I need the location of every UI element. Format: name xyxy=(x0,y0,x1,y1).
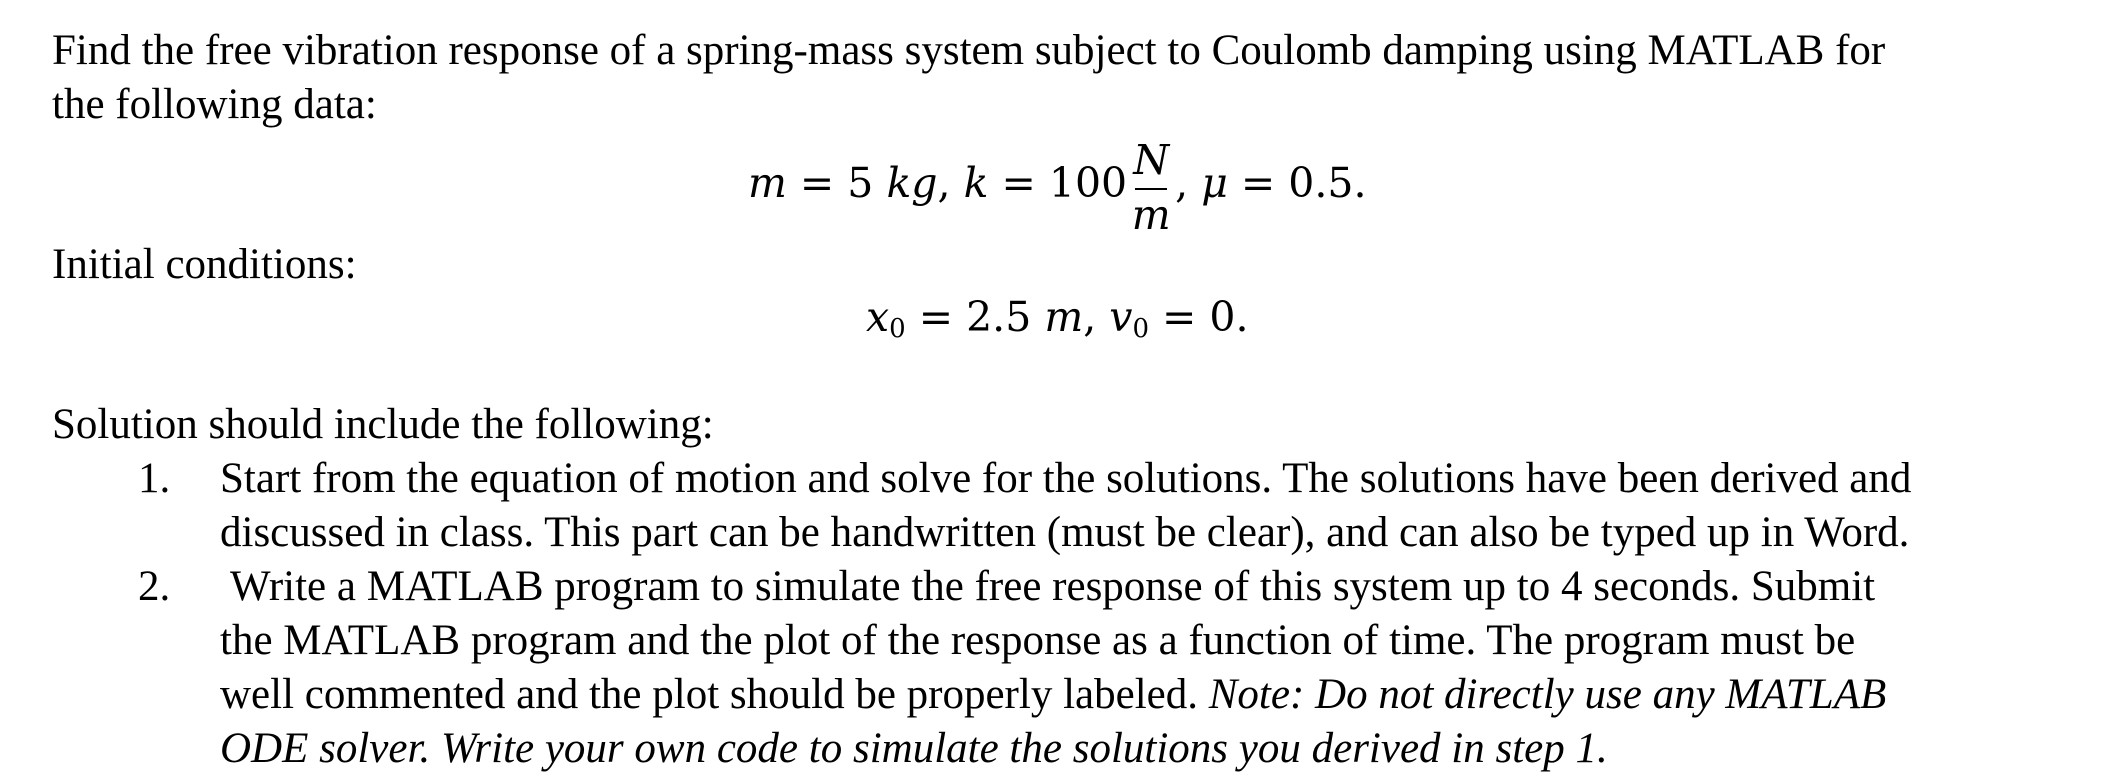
list-item-1-line-1: Start from the equation of motion and solve for the solutions. The solutions have been derived and xyxy=(220,455,1912,502)
intro-line-1: Find the free vibration response of a spring-mass system subject to Coulomb damping using MATLAB for xyxy=(52,27,1886,74)
mass-value: = 5 xyxy=(786,159,887,207)
mass-symbol: m xyxy=(748,159,787,207)
list-item-number: 2. xyxy=(138,563,171,610)
mass-unit: kg xyxy=(886,159,938,207)
stiffness-symbol: k xyxy=(963,159,989,207)
velocity-subscript: 0 xyxy=(1132,314,1150,344)
velocity-symbol: v xyxy=(1109,293,1133,341)
initial-conditions-label: Initial conditions: xyxy=(52,241,357,288)
initial-conditions-equation xyxy=(866,292,1249,343)
intro-line-2: the following data: xyxy=(52,81,377,128)
displacement-symbol: x xyxy=(866,293,890,341)
given-data-equation xyxy=(748,128,1367,238)
note-text: Note: Do not directly use any MATLAB xyxy=(1208,671,1887,718)
displacement-subscript: 0 xyxy=(889,314,906,344)
list-item-2-line-2: the MATLAB program and the plot of the response as a function of time. The program must be xyxy=(220,617,1856,664)
fraction-numerator: N xyxy=(1133,135,1170,184)
velocity-value: = 0. xyxy=(1149,293,1249,341)
solution-intro: Solution should include the following: xyxy=(52,401,714,448)
separator: , xyxy=(1175,159,1202,207)
fraction-denominator: m xyxy=(1131,190,1171,239)
displacement-value: = 2.5 xyxy=(905,293,1045,341)
list-item-number: 1. xyxy=(138,455,171,502)
separator: , xyxy=(1083,293,1110,341)
list-item-2-line-3-plain: well commented and the plot should be properly labeled. xyxy=(220,671,1209,718)
separator: , xyxy=(937,159,964,207)
friction-coefficient-value: = 0.5. xyxy=(1227,159,1367,207)
list-item-2-line-3 xyxy=(220,668,1886,722)
stiffness-value: = 100 xyxy=(988,159,1128,207)
list-item-2-line-4: ODE solver. Write your own code to simulate the solutions you derived in step 1. xyxy=(220,725,1608,772)
friction-coefficient-symbol: μ xyxy=(1201,159,1228,207)
displacement-unit: m xyxy=(1044,293,1084,341)
stiffness-unit-fraction xyxy=(1131,132,1171,242)
list-item-1-line-2: discussed in class. This part can be handwritten (must be clear), and can also be typed up in Word. xyxy=(220,509,1910,556)
list-item-2-line-1: Write a MATLAB program to simulate the free response of this system up to 4 seconds. Submit xyxy=(220,563,1876,610)
